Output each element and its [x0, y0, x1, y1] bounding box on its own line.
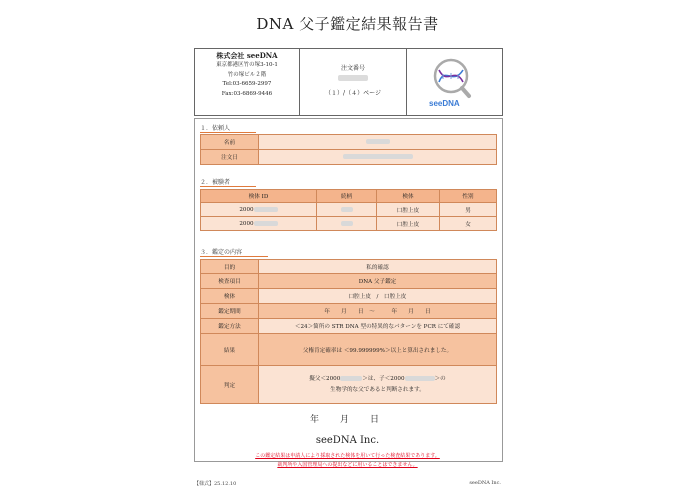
- disclaimer-line: 裁判所や入国管理局への提出などに用いることはできません。: [277, 462, 418, 468]
- method-label: 鑑定方法: [201, 319, 259, 334]
- subject-id: 2000: [201, 203, 317, 217]
- sex: 男: [440, 203, 497, 217]
- item-value: DNA 父子鑑定: [259, 274, 497, 289]
- order-number-label: 注文番号: [340, 65, 365, 72]
- table-row: [201, 304, 497, 319]
- subjects-table: [200, 189, 497, 231]
- disclaimer: [190, 452, 505, 470]
- section-details-heading: ３．鑑定の内容: [200, 247, 268, 257]
- table-row: [201, 150, 497, 165]
- name-label: 名前: [201, 135, 259, 150]
- subject-id: 2000: [201, 217, 317, 231]
- section-subjects-heading: ２．被験者: [200, 177, 256, 187]
- page-indicator: （１）/（４）ページ: [325, 90, 381, 97]
- result-label: 結果: [201, 334, 259, 366]
- header-box: [194, 48, 503, 116]
- judgement-value: 擬父＜2000 ＞は、子＜2000 ＞の 生物学的な父であると判断されます。: [259, 366, 497, 404]
- details-table: [200, 259, 497, 404]
- form-version: 【様式】25.12.10: [194, 481, 237, 487]
- table-header-row: [201, 190, 497, 203]
- table-row: [201, 319, 497, 334]
- column-header: 検体 ID: [201, 190, 317, 203]
- period-label: 鑑定期間: [201, 304, 259, 319]
- requester-table: [200, 134, 497, 165]
- column-header: 検体: [377, 190, 440, 203]
- sample-type: 口腔上皮: [377, 203, 440, 217]
- order-date-value: [259, 150, 497, 165]
- table-row: [201, 260, 497, 274]
- table-row: [201, 135, 497, 150]
- order-date-label: 注文日: [201, 150, 259, 165]
- sample-label: 検体: [201, 289, 259, 304]
- order-info: [300, 49, 407, 115]
- column-header: 性別: [440, 190, 497, 203]
- relationship: [317, 203, 377, 217]
- logo-text: seeDNA: [429, 99, 460, 108]
- table-row: [201, 274, 497, 289]
- table-row: [201, 217, 497, 231]
- report-body: [194, 118, 503, 462]
- footer-company: seeDNA Inc.: [469, 480, 501, 486]
- sample-type: 口腔上皮: [377, 217, 440, 231]
- name-value: [259, 135, 497, 150]
- sample-value: 口腔上皮 / 口腔上皮: [259, 289, 497, 304]
- column-header: 続柄: [317, 190, 377, 203]
- report-date: 年 月 日: [309, 415, 385, 425]
- period-value: 年 月 日 ～ 年 月 日: [259, 304, 497, 319]
- purpose-label: 目的: [201, 260, 259, 274]
- report-page: [190, 10, 505, 488]
- report-title: DNA 父子鑑定結果報告書: [256, 15, 439, 33]
- company-address2: 竹の塚ビル２階: [227, 71, 267, 78]
- section-requester-heading: １．依頼人: [200, 123, 256, 133]
- seedna-logo: [407, 49, 502, 115]
- table-row: [201, 203, 497, 217]
- judgement-label: 判定: [201, 366, 259, 404]
- signature: seeDNA Inc.: [315, 435, 380, 446]
- company-name: 株式会社 seeDNA: [216, 51, 278, 60]
- disclaimer-line: この鑑定結果は申請人により採取された検体を用いて行った検査結果であります。: [255, 453, 440, 459]
- company-fax: Fax:03-6869-9446: [221, 90, 273, 97]
- purpose-value: 私的確認: [259, 260, 497, 274]
- company-tel: Tel:03-6659-2997: [222, 81, 272, 87]
- relationship: [317, 217, 377, 231]
- table-row: [201, 334, 497, 366]
- company-address1: 東京都港区竹の塚3-10-1: [216, 62, 278, 68]
- sex: 女: [440, 217, 497, 231]
- table-row: [201, 289, 497, 304]
- result-value: 父権肯定確率は ＜99.999999%＞以上と算出されました。: [259, 334, 497, 366]
- method-value: ＜24＞箇所の STR DNA 型の特異的なパターンを PCR にて確認: [259, 319, 497, 334]
- company-info: [195, 49, 300, 115]
- order-number-redacted: [338, 75, 368, 81]
- table-row: [201, 366, 497, 404]
- item-label: 検査項目: [201, 274, 259, 289]
